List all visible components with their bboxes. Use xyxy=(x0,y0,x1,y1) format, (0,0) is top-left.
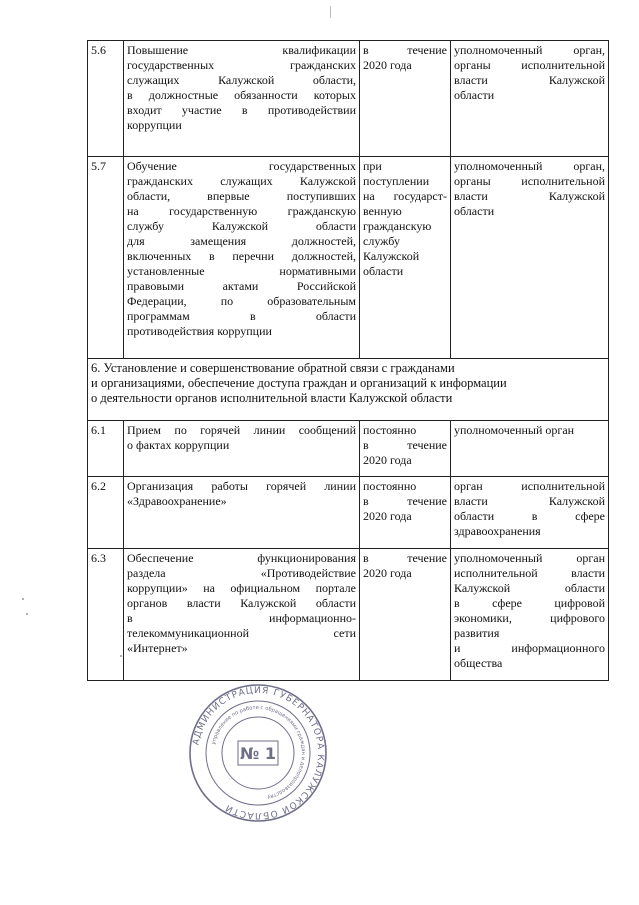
measure-cell: Обучение государственных гражданских служащих Калужской области, впервые поступивших на государственную гражданскую службу Калужской области для замещения должностей, включенных в перечни должностей, установленные нормативными правовыми актами Российской Федерации, по образовательным программам в области противодействия коррупции xyxy=(124,157,360,359)
row-number: 5.7 xyxy=(88,157,124,359)
term-cell: постоянно в течение 2020 года xyxy=(360,477,451,549)
official-seal xyxy=(188,683,328,823)
seal-outer-text: АДМИНИСТРАЦИЯ ГУБЕРНАТОРА КАЛУЖСКОЙ ОБЛАСТИ xyxy=(191,685,326,821)
term-cell: при поступлении на государст- венную гражданскую службу Калужской области xyxy=(360,157,451,359)
executor-cell: орган исполнительной власти Калужской области в сфере здравоохранения xyxy=(451,477,609,549)
table-row xyxy=(88,421,609,477)
measure-cell: Повышение квалификации государственных гражданских служащих Калужской области, в должностные обязанности которых входит участие в противодействии коррупции xyxy=(124,41,360,157)
executor-cell: уполномоченный орган, органы исполнительной власти Калужской области xyxy=(451,41,609,157)
seal-inner-text: управление по работе с обращениями граждан и делопроизводству xyxy=(210,704,307,800)
row-number: 6.1 xyxy=(88,421,124,477)
scan-mark xyxy=(330,6,331,18)
section-heading: 6. Установление и совершенствование обратной связи с гражданами и организациями, обеспечение доступа граждан и организаций к информации о деятельности органов исполнительной власти Калужской области xyxy=(88,359,609,421)
table-row xyxy=(88,477,609,549)
table-row xyxy=(88,41,609,157)
measures-table xyxy=(87,40,609,681)
measure-cell: Организация работы горячей линии «Здравоохранение» xyxy=(124,477,360,549)
row-number: 6.3 xyxy=(88,549,124,681)
table-row xyxy=(88,157,609,359)
row-number: 6.2 xyxy=(88,477,124,549)
scan-speck xyxy=(120,655,122,657)
term-cell: в течение 2020 года xyxy=(360,41,451,157)
term-cell: постоянно в течение 2020 года xyxy=(360,421,451,477)
term-cell: в течение 2020 года xyxy=(360,549,451,681)
executor-cell: уполномоченный орган исполнительной власти Калужской области в сфере цифровой экономики, цифрового развития и информационного общества xyxy=(451,549,609,681)
measure-cell: Обеспечение функционирования раздела «Противодействие коррупции» на официальном портале органов власти Калужской области в информационно- телекоммуникационной сети «Интернет» xyxy=(124,549,360,681)
seal-number: № 1 xyxy=(240,744,276,763)
row-number: 5.6 xyxy=(88,41,124,157)
scan-speck xyxy=(22,598,24,600)
section-heading-row xyxy=(88,359,609,421)
scan-speck xyxy=(26,613,28,615)
executor-cell: уполномоченный орган xyxy=(451,421,609,477)
measure-cell: Прием по горячей линии сообщений о фактах коррупции xyxy=(124,421,360,477)
table-row xyxy=(88,549,609,681)
executor-cell: уполномоченный орган, органы исполнительной власти Калужской области xyxy=(451,157,609,359)
